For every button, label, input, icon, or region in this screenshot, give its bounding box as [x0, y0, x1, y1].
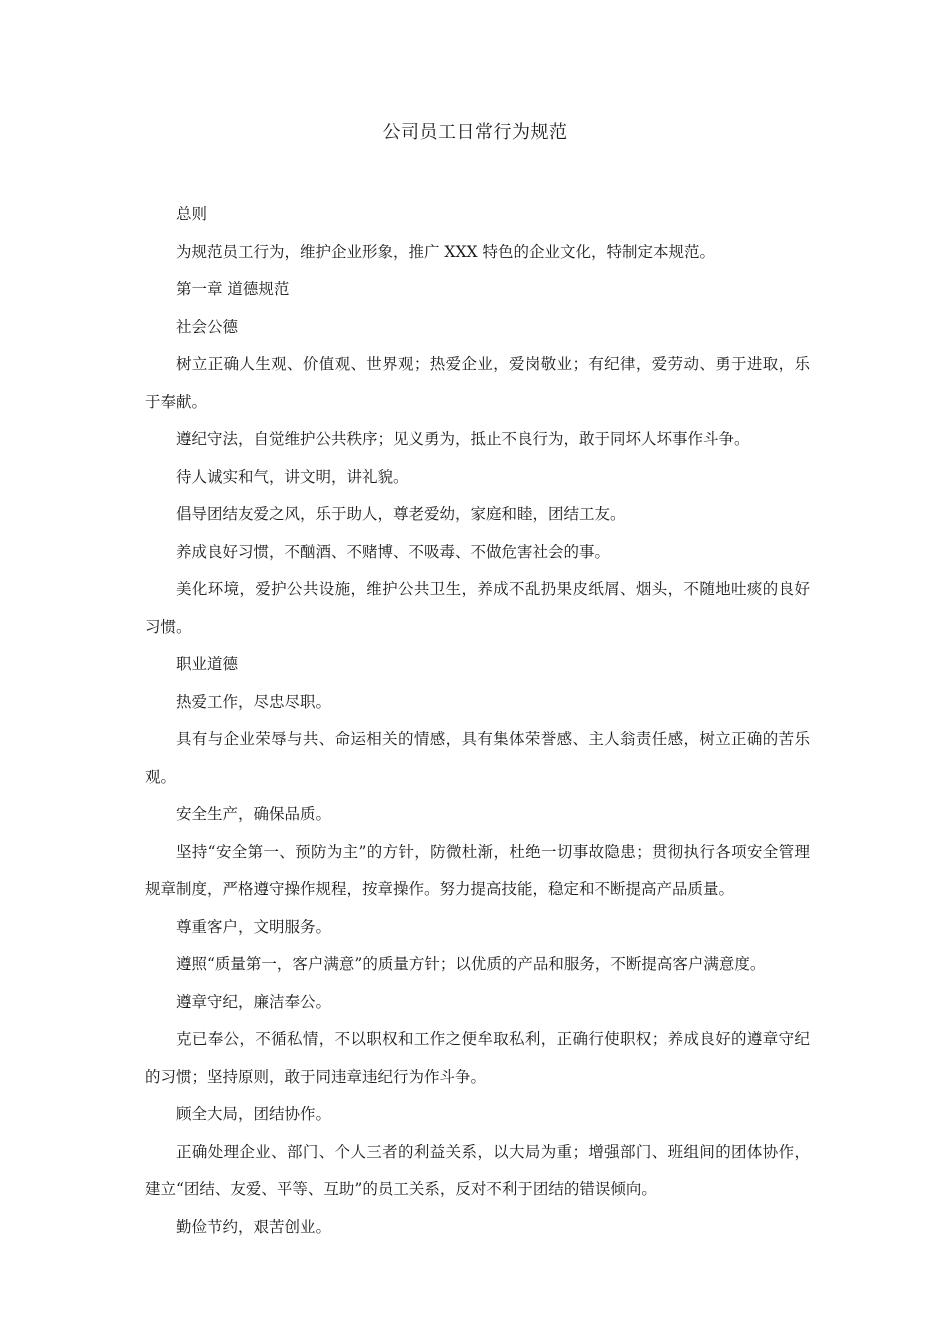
paragraph: 热爱工作，尽忠尽职。 [176, 692, 332, 711]
paragraph: 遵章守纪，廉洁奉公。 [176, 992, 332, 1011]
paragraph: 待人诚实和气，讲文明，讲礼貌。 [176, 467, 409, 486]
paragraph: 遵纪守法，自觉维护公共秩序；见义勇为，抵止不良行为，敢于同坏人坏事作斗争。 [176, 430, 750, 448]
chapter-heading: 第一章 道德规范 [176, 280, 290, 298]
section-heading-general: 总则 [176, 205, 208, 223]
paragraph: 养成良好习惯，不酗酒、不赌博、不吸毒、不做危害社会的事。 [176, 542, 611, 561]
paragraph: 倡导团结友爱之风，乐于助人，尊老爱幼，家庭和睦，团结工友。 [176, 505, 626, 523]
paragraph: 正确处理企业、部门、个人三者的利益关系，以大局为重；增强部门、班组间的团体协作，建立“团结、友爱、平等、互助”的员工关系，反对不利于团结的错误倾向。 [145, 1142, 810, 1198]
paragraph: 遵照“质量第一，客户满意”的质量方针；以优质的产品和服务，不断提高客户满意度。 [176, 955, 766, 973]
paragraph: 尊重客户，文明服务。 [176, 917, 332, 936]
section-heading-professional-ethics: 职业道德 [176, 655, 239, 673]
document-title: 公司员工日常行为规范 [382, 122, 568, 143]
paragraph: 顾全大局，团结协作。 [176, 1105, 332, 1123]
section-heading-social-morality: 社会公德 [176, 317, 239, 336]
paragraph: 具有与企业荣辱与共、命运相关的情感，具有集体荣誉感、主人翁责任感，树立正确的苦乐观。 [145, 730, 810, 786]
paragraph: 为规范员工行为，维护企业形象，推广 XXX 特色的企业文化，特制定本规范。 [176, 242, 715, 261]
paragraph: 安全生产，确保品质。 [176, 805, 332, 823]
document-body [145, 196, 810, 1246]
paragraph: 坚持“安全第一、预防为主”的方针，防微杜渐，杜绝一切事故隐患；贯彻执行各项安全管理规章制度，严格遵守操作规程，按章操作。努力提高技能，稳定和不断提高产品质量。 [145, 842, 810, 898]
paragraph: 树立正确人生观、价值观、世界观；热爱企业，爱岗敬业；有纪律，爱劳动、勇于进取，乐于奉献。 [145, 355, 810, 411]
paragraph: 勤俭节约，艰苦创业。 [176, 1217, 332, 1236]
paragraph: 克已奉公，不循私情，不以职权和工作之便牟取私利，正确行使职权；养成良好的遵章守纪的习惯；坚持原则，敢于同违章违纪行为作斗争。 [145, 1030, 810, 1086]
paragraph: 美化环境，爱护公共设施，维护公共卫生，养成不乱扔果皮纸屑、烟头，不随地吐痰的良好习惯。 [145, 580, 810, 636]
